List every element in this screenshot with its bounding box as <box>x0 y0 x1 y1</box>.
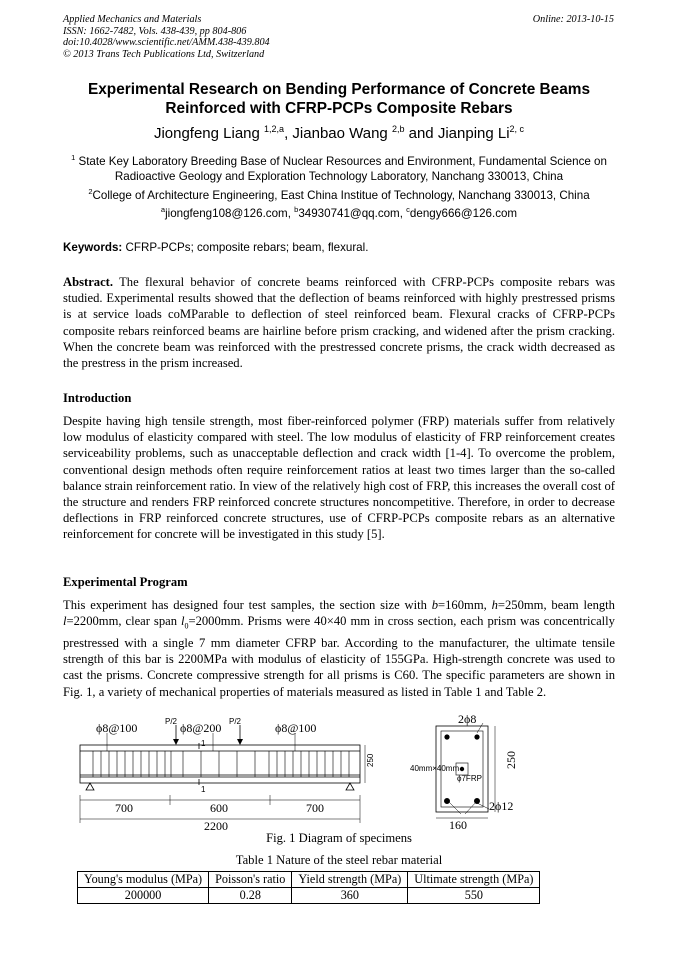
author-1: Jiongfeng Liang <box>153 125 260 142</box>
section-width-label: 160 <box>449 818 467 830</box>
online-date: Online: 2013-10-15 <box>532 14 614 25</box>
table-caption: Table 1 Nature of the steel rebar material <box>235 853 443 867</box>
section-mark-bottom: 1 <box>201 785 206 794</box>
section-height-label: 250 <box>504 751 518 769</box>
beam-height-label: 250 <box>366 753 375 767</box>
email-b-mark: b <box>294 205 299 214</box>
author-list: Jiongfeng Liang $^{1,2,a}$, Jianbao Wang $^{2,b}$ and Jianping Li$^{2, c}$ <box>153 124 525 142</box>
table-cell: 550 <box>408 888 540 904</box>
experimental-text: This experiment has designed four test samples, the section size with b=160mm, h=250mm, beam length l=2200mm, clear span $l_0=2000mm$. Prisms were 40×40 mm in cross section, each prism was concentrically prestressed with a single 7 mm diameter CFRP bar. According to the manufacturer, the ultimate tensile strength of this bar is 2200MPa with modulus of elasticity of 155GPa. High-strength concrete was used to cast the prisms. Concrete compressive strength for all prisms is C60. The specific parameters are shown in Fig. 1, a variety of mechanical properties of materials measured as listed in Table 1 and Table 2. <box>63 598 615 699</box>
prism-size-label: 40mm×40mm <box>410 764 460 773</box>
introduction-text: Despite having high tensile strength, most fiber-reinforced polymer (FRP) materials suffer from relatively low modulus of elasticity compared with steel. The low modulus of elasticity of FRP reinforcement creates serviceability problems, such as unacceptable deflection and crack width [1-4]. To overcome the problem, conventional design methods often require reinforcement ratios at least two times larger than the so-called balance strain reinforcement ratio. In view of the relatively high cost of FRP, this increases the overall cost of the structure and renders FRP reinforced concrete structures noncompetitive. Therefore, in order to decrease deflections in FRP reinforced concrete structures, use of CFRP-PCPs composite rebars as an alternative reinforcement for concrete will be investigated in this study [5]. <box>63 414 615 542</box>
dimension-right: 700 <box>306 801 324 815</box>
dimension-middle: 600 <box>210 801 228 815</box>
dimension-total: 2200 <box>204 819 228 830</box>
affiliation-1 <box>63 150 615 184</box>
stirrup-middle-label: ϕ8@200 <box>180 721 222 735</box>
table-row <box>78 888 540 904</box>
email-list <box>63 205 615 220</box>
author-1-affiliation: 1,2,a <box>264 124 285 134</box>
affiliation-2-text: College of Architecture Engineering, East China Institue of Technology, Nanchang 330013, China <box>92 188 590 202</box>
introduction-heading: Introduction <box>63 391 132 405</box>
email-c-mark: c <box>406 205 410 214</box>
load-left-label: P/2 <box>165 717 178 726</box>
stirrups-left <box>93 751 171 777</box>
table-header-cell: Poisson's ratio <box>209 872 292 888</box>
stirrup-right-label: ϕ8@100 <box>275 721 317 735</box>
doi[interactable]: doi:10.4028/www.scientific.net/AMM.438-439.804 <box>63 37 270 48</box>
email-a-mark: a <box>160 205 166 214</box>
stirrup-left-label: ϕ8@100 <box>96 721 138 735</box>
affiliation-2-number: 2 <box>88 187 93 196</box>
dimension-left: 700 <box>115 801 133 815</box>
section-mark-top: 1 <box>201 739 206 748</box>
stirrups-middle <box>183 751 255 777</box>
steel-rebar-table <box>77 871 540 904</box>
table-header-cell: Young's modulus (MPa) <box>78 872 209 888</box>
author-2: Jianbao Wang <box>292 125 388 142</box>
figure-caption: Fig. 1 Diagram of specimens <box>266 831 412 845</box>
title-line-2: Reinforced with CFRP-PCPs Composite Rebars <box>165 100 513 117</box>
journal-header <box>63 14 270 60</box>
table-cell: 200000 <box>78 888 209 904</box>
support-left <box>86 783 94 790</box>
table-header-cell: Yield strength (MPa) <box>292 872 408 888</box>
cfrp-bar-label: ϕ7FRP <box>457 774 482 783</box>
abstract-label: Abstract. <box>63 275 114 289</box>
table-header-row <box>78 872 540 888</box>
specimen-diagram <box>63 713 615 830</box>
author-3-affiliation: 2, c <box>509 124 525 134</box>
email-a[interactable]: jiongfeng108@126.com, <box>165 206 291 220</box>
table-cell: 0.28 <box>209 888 292 904</box>
keywords <box>63 241 615 254</box>
load-right-label: P/2 <box>229 717 242 726</box>
table-cell: 360 <box>292 888 408 904</box>
support-right <box>346 783 354 790</box>
affiliation-1-text: State Key Laboratory Breeding Base of Nuclear Resources and Environment, Fundamental Science on Radioactive Geology and Exploration Technology Laboratory, Nanchang 330013, China <box>78 154 607 183</box>
table-header-cell: Ultimate strength (MPa) <box>408 872 540 888</box>
keywords-text: CFRP-PCPs; composite rebars; beam, flexural. <box>125 241 369 254</box>
author-2-affiliation: 2,b <box>391 124 405 134</box>
top-bars-label: 2ϕ8 <box>458 713 477 726</box>
issn: ISSN: 1662-7482, Vols. 438-439, pp 804-806 <box>63 25 247 37</box>
title-line-1: Experimental Research on Bending Performance of Concrete Beams <box>87 81 591 98</box>
paper-title <box>40 80 638 118</box>
email-c[interactable]: dengy666@126.com <box>409 206 518 220</box>
stirrups-right <box>269 751 349 777</box>
abstract <box>63 274 615 371</box>
author-and: and <box>408 125 434 142</box>
affiliation-1-number: 1 <box>71 153 76 162</box>
abstract-text: The flexural behavior of concrete beams reinforced with CFRP-PCPs composite rebars was studied. Experimental results showed that the deflection of beams reinforced with highly prestressed prisms is at service loads coMParable to deflection of steel reinforced beam. Flexural cracks of CFRP-PCPs composite rebars reinforced beams are hairline before prism cracking, and widened after the prism cracking. When the concrete beam was reinforced with the prestressed concrete prisms, the crack width decreased as the prestress in the prism increased. <box>63 275 616 371</box>
author-3: Jianping Li <box>437 125 510 142</box>
journal-name: Applied Mechanics and Materials <box>63 14 202 25</box>
affiliation-2 <box>63 184 615 203</box>
copyright: © 2013 Trans Tech Publications Ltd, Switzerland <box>63 48 265 60</box>
email-b[interactable]: 34930741@qq.com, <box>298 206 403 220</box>
bottom-bars-label: 2ϕ12 <box>489 799 514 813</box>
keywords-label: Keywords: <box>63 241 123 254</box>
experimental-heading: Experimental Program <box>63 575 188 589</box>
